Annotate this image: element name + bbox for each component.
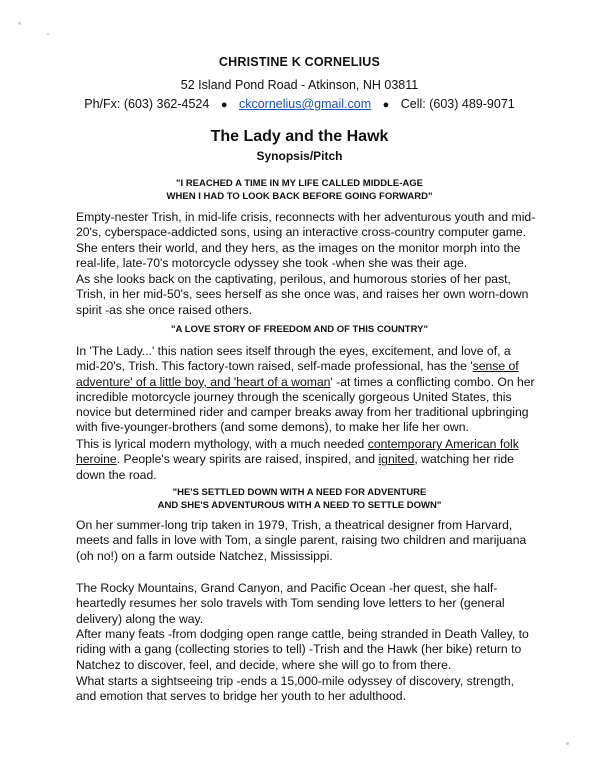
- document-subtitle: Synopsis/Pitch: [256, 149, 343, 163]
- scan-speck: [566, 742, 569, 745]
- document-title: The Lady and the Hawk: [210, 128, 389, 145]
- paragraph: In 'The Lady...' this nation sees itself through the eyes, excitement, and love of, a mid-20's, Trish. This factory-town raised, self-made professional, has the 'sense of adventure' of a little boy, and 'heart of a woman' -at times a conflicting combo. On her incredible motorcycle journey through the scenically gorgeous United States, this novice but determined rider and camper breaks away from her traditional upbringing with five-younger-brothers (and some demons), to make her life her own.: [76, 344, 535, 435]
- contact-line: [0, 97, 599, 111]
- bullet-icon: ●: [220, 99, 228, 111]
- phone-fax: Ph/Fx: (603) 362-4524: [84, 97, 210, 111]
- scan-speck: [47, 33, 49, 35]
- cell-phone: Cell: (603) 489-9071: [400, 97, 515, 111]
- author-address: 52 Island Pond Road - Atkinson, NH 03811: [180, 78, 419, 92]
- paragraph: After many feats -from dodging open range cattle, being stranded in Death Valley, to riding with a gang (collecting stories to tell) -Trish and the Hawk (her bike) return to Natchez to discover, feel, and decide, where she will go to from there.: [76, 627, 529, 672]
- section-heading: "A LOVE STORY OF FREEDOM AND OF THIS COUNTRY": [171, 324, 428, 335]
- scan-speck: [18, 22, 21, 25]
- paragraph: What starts a sightseeing trip -ends a 15,000-mile odyssey of discovery, strength, and emotion that serves to bridge her youth to her adulthood.: [76, 674, 515, 704]
- paragraph: The Rocky Mountains, Grand Canyon, and Pacific Ocean -her quest, she half-heartedly resumes her solo travels with Tom sending love letters to her (general delivery) along the way.: [76, 581, 505, 626]
- email-link[interactable]: ckcornelius@gmail.com: [238, 97, 372, 111]
- author-name: CHRISTINE K CORNELIUS: [218, 55, 381, 69]
- paragraph: As she looks back on the captivating, perilous, and humorous stories of her past, Trish, in her mid-50's, sees herself as she once was, and raises her own worn-down spirit -as she once raised others.: [76, 272, 529, 317]
- section-heading: "HE'S SETTLED DOWN WITH A NEED FOR ADVENTURE AND SHE'S ADVENTUROUS WITH A NEED TO SETTLE DOWN": [157, 487, 442, 511]
- paragraph: Empty-nester Trish, in mid-life crisis, reconnects with her adventurous youth and mid-20's, cyberspace-addicted sons, using an interactive cross-country computer game. She enters their world, and they hers, as the images on the monitor morph into the real-life, late-70's motorcycle odyssey she took -when she was their age.: [76, 210, 536, 270]
- paragraph: On her summer-long trip taken in 1979, Trish, a theatrical designer from Harvard, meets and falls in love with Tom, a single parent, raising two children and marijuana (oh no!) on a farm outside Natchez, Mississippi.: [76, 518, 527, 563]
- bullet-icon: ●: [382, 99, 390, 111]
- section-heading: "I REACHED A TIME IN MY LIFE CALLED MIDDLE-AGE WHEN I HAD TO LOOK BACK BEFORE GOING FORWARD": [166, 178, 433, 202]
- paragraph: This is lyrical modern mythology, with a much needed contemporary American folk heroine. People's weary spirits are raised, inspired, and ignited, watching her ride down the road.: [76, 437, 519, 482]
